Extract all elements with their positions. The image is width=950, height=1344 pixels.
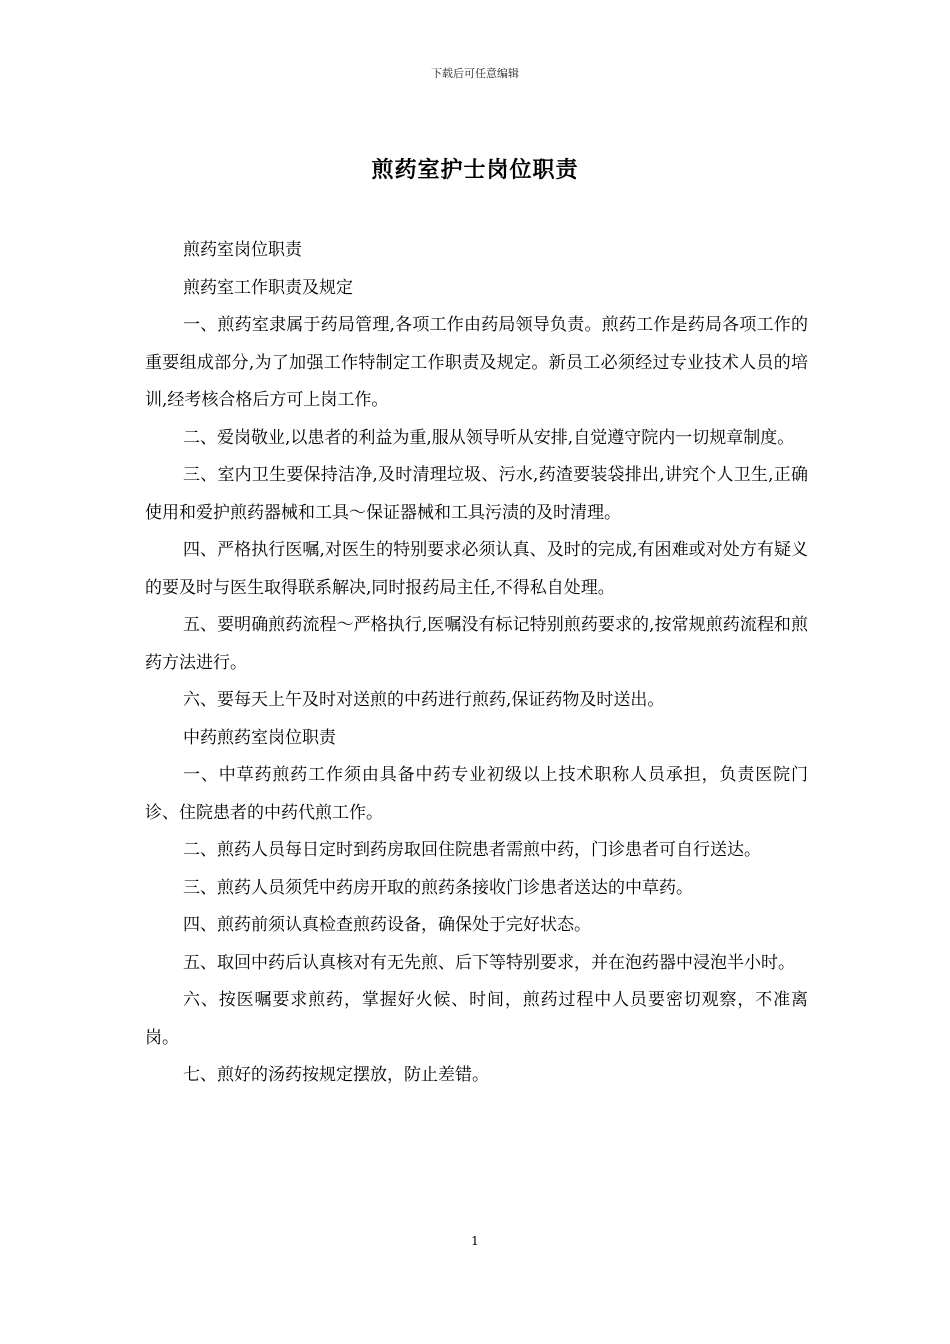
paragraph: 五、取回中药后认真核对有无先煎、后下等特别要求，并在泡药器中浸泡半小时。 (183, 952, 795, 973)
paragraph: 六、要每天上午及时对送煎的中药进行煎药,保证药物及时送出。 (183, 690, 665, 710)
paragraph: 五、要明确煎药流程～严格执行,医嘱没有标记特别煎药要求的,按常规煎药流程和煎药方法进行。 (145, 615, 808, 673)
paragraph: 一、中草药煎药工作须由具备中药专业初级以上技术职称人员承担，负责医院门诊、住院患者的中药代煎工作。 (145, 765, 808, 823)
paragraph: 三、煎药人员须凭中药房开取的煎药条接收门诊患者送达的中草药。 (183, 877, 693, 898)
section-subheading: 煎药室工作职责及规定 (183, 277, 353, 298)
section-heading: 中药煎药室岗位职责 (183, 727, 336, 748)
section-heading: 煎药室岗位职责 (183, 240, 302, 260)
paragraph: 七、煎好的汤药按规定摆放，防止差错。 (183, 1065, 489, 1085)
paragraph: 二、爱岗敬业,以患者的利益为重,服从领导听从安排,自觉遵守院内一切规章制度。 (183, 427, 795, 448)
paragraph: 三、室内卫生要保持洁净,及时清理垃圾、污水,药渣要装袋排出,讲究个人卫生,正确使用和爱护煎药器械和工具～保证器械和工具污渍的及时清理。 (145, 465, 808, 523)
page-number: 1 (471, 1234, 479, 1248)
paragraph: 四、煎药前须认真检查煎药设备，确保处于完好状态。 (183, 915, 591, 935)
document-title: 煎药室护士岗位职责 (371, 157, 579, 183)
paragraph: 一、煎药室隶属于药局管理,各项工作由药局领导负责。煎药工作是药局各项工作的重要组成部分,为了加强工作特制定工作职责及规定。新员工必须经过专业技术人员的培训,经考核合格后方可上岗工作。 (145, 315, 808, 410)
paragraph: 六、按医嘱要求煎药，掌握好火候、时间，煎药过程中人员要密切观察，不准离岗。 (145, 990, 808, 1048)
header-note: 下载后可任意编辑 (431, 67, 519, 80)
paragraph: 二、煎药人员每日定时到药房取回住院患者需煎中药，门诊患者可自行送达。 (183, 840, 761, 860)
paragraph: 四、严格执行医嘱,对医生的特别要求必须认真、及时的完成,有困难或对处方有疑义的要及时与医生取得联系解决,同时报药局主任,不得私自处理。 (145, 540, 808, 598)
document-body (145, 232, 808, 1095)
